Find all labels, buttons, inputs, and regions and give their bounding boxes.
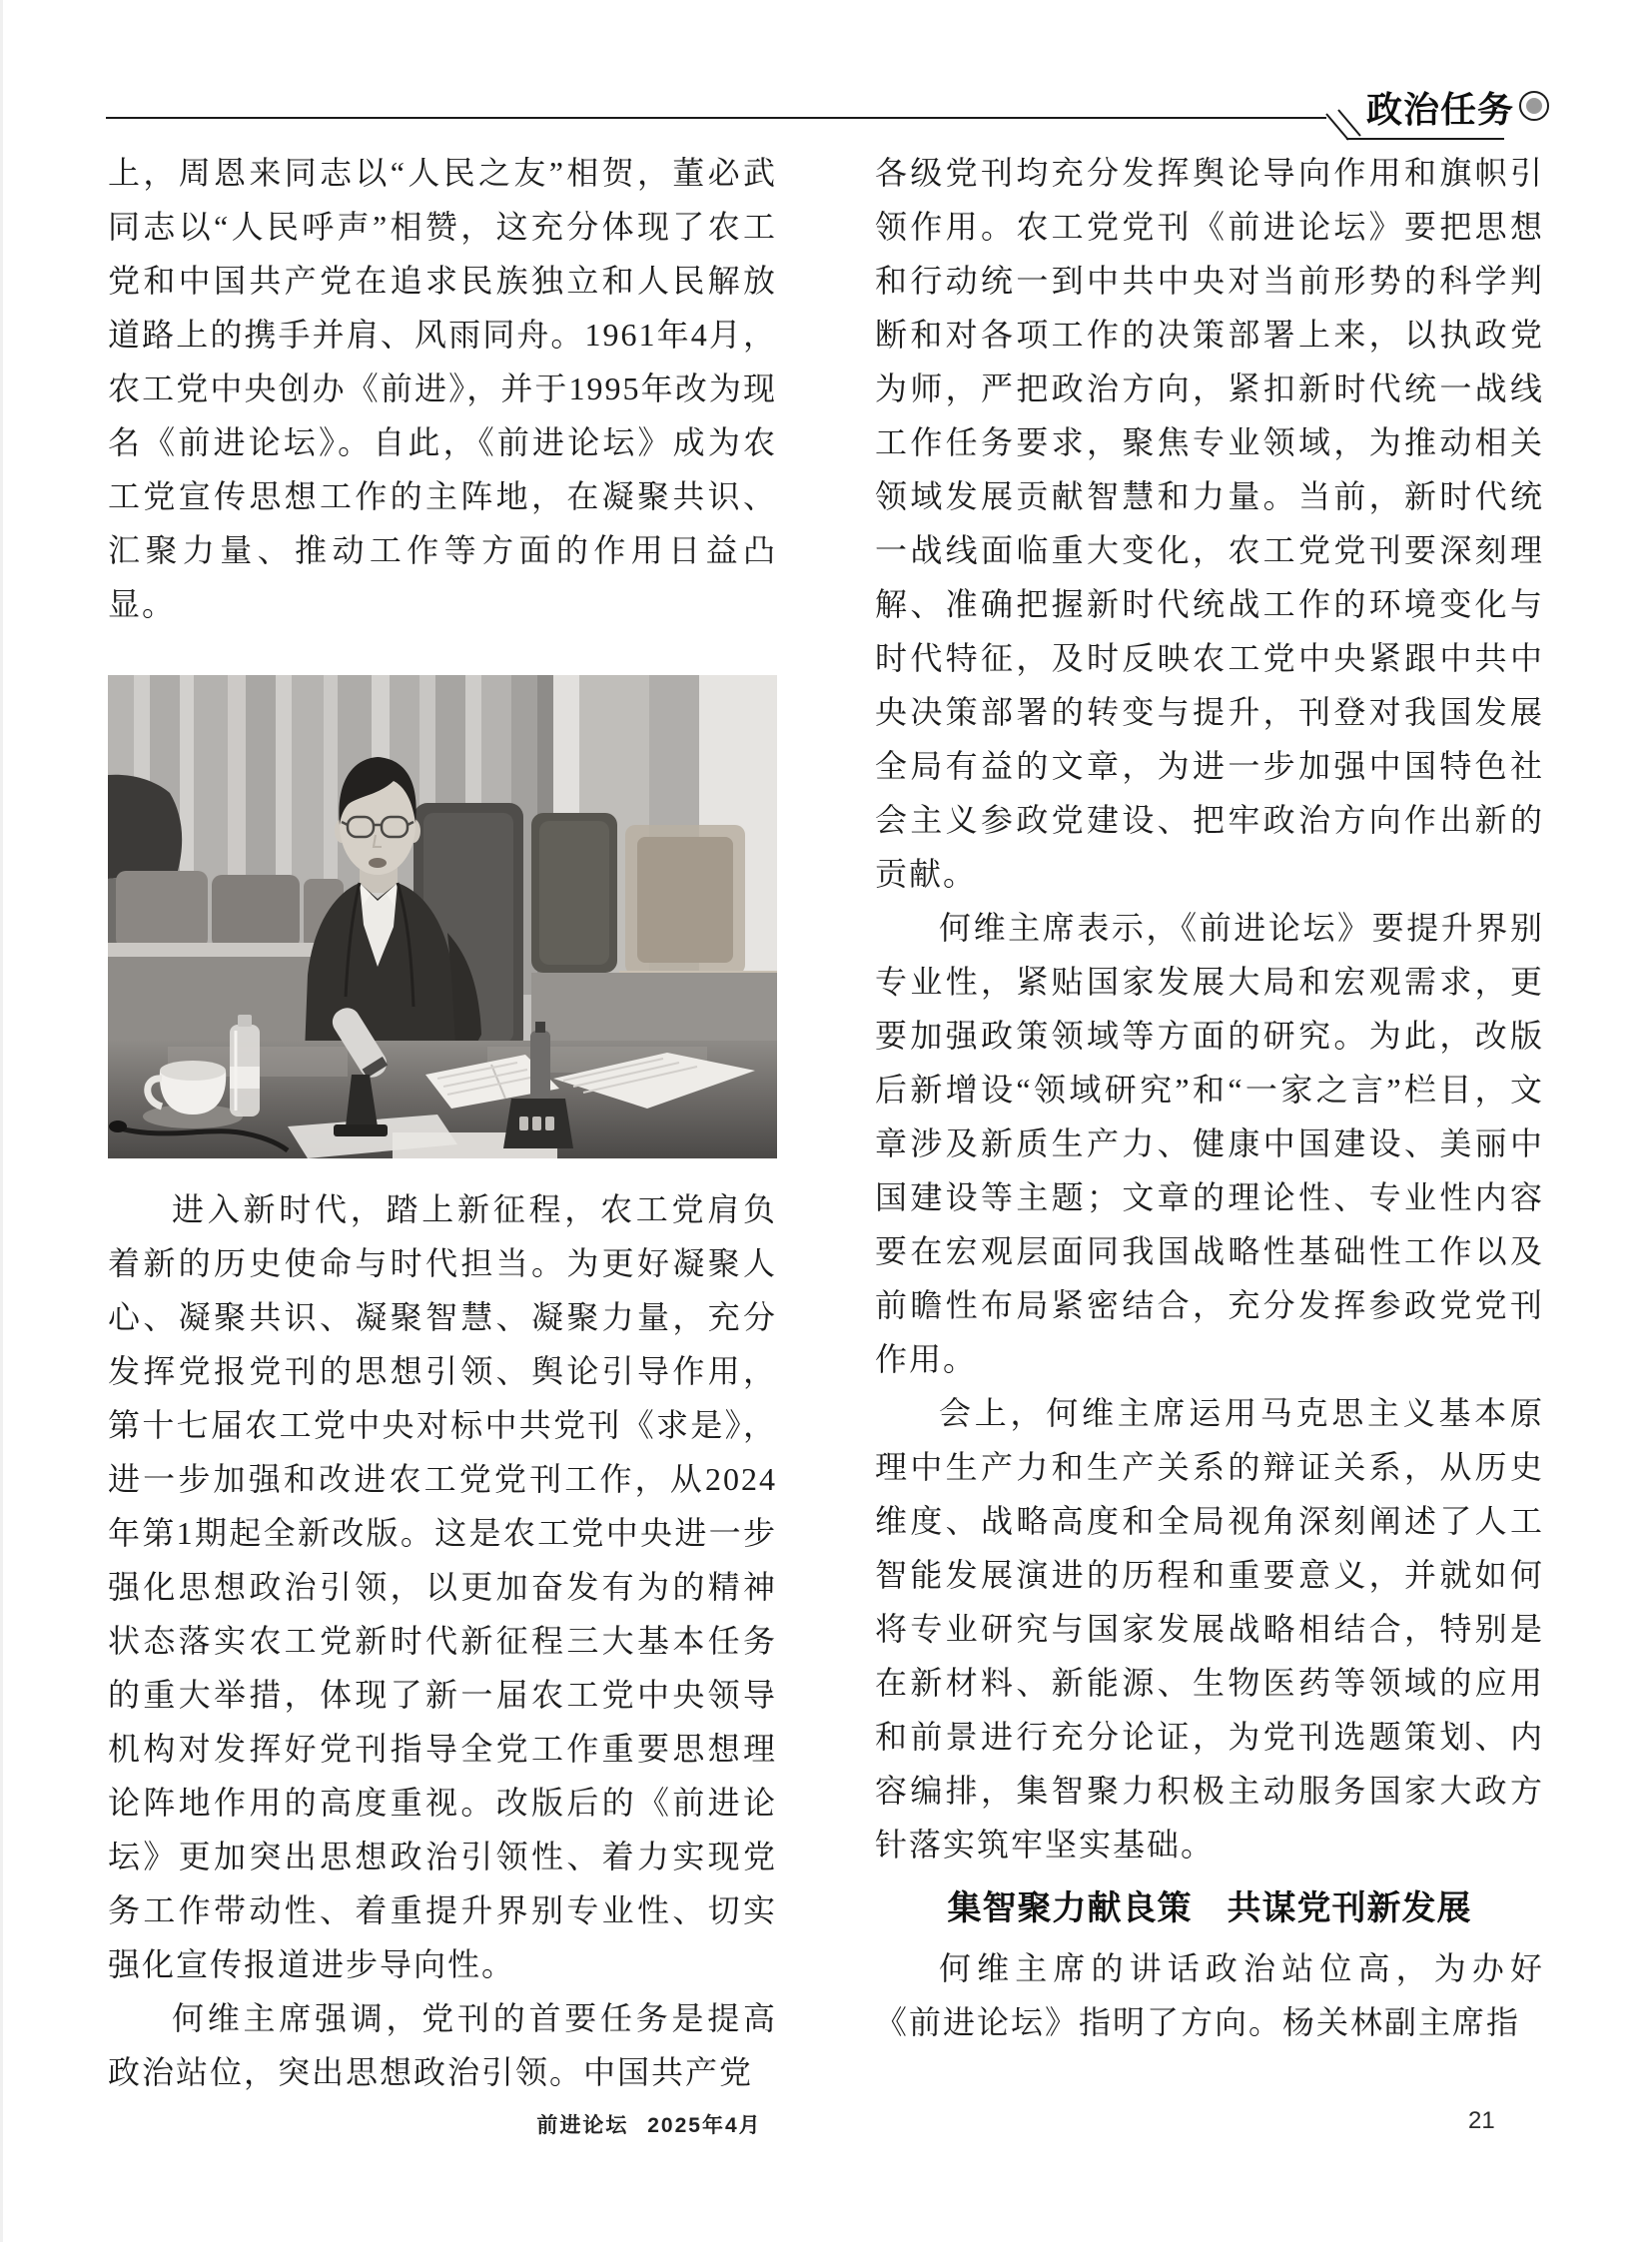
body-paragraph: 何维主席强调，党刊的首要任务是提高政治站位，突出思想政治引领。中国共产党 <box>108 2000 777 2090</box>
bullseye-dot <box>1526 98 1542 114</box>
section-heading: 集智聚力献良策 共谋党刊新发展 <box>947 1889 1472 1927</box>
footer <box>108 2109 1191 2139</box>
footer-journal-name: 前进论坛 <box>536 2114 629 2137</box>
body-paragraph: 会上，何维主席运用马克思主义基本原理中生产力和生产关系的辩证关系，从历史维度、战略高度和全局视角深刻阐述了人工智能发展演进的历程和重要意义，并就如何将专业研究与国家发展战略相结合，特别是在新材料、新能源、生物医药等领域的应用和前景进行充分论证，为党刊选题策划、内容编排，集智聚力积极主动服务国家大政方针落实筑牢坚实基础。 <box>875 1395 1544 1863</box>
section-label: 政治任务 <box>1366 90 1515 130</box>
conference-photo <box>108 675 777 1158</box>
body-paragraph: 何维主席表示，《前进论坛》要提升界别专业性，紧贴国家发展大局和宏观需求，更要加强政策领域等方面的研究。为此，改版后新增设“领域研究”和“一家之言”栏目，文章涉及新质生产力、健康中国建设、美丽中国建设等主题；文章的理论性、专业性内容要在宏观层面同我国战略性基础性工作以及前瞻性布局紧密结合，充分发挥参政党党刊作用。 <box>875 910 1544 1377</box>
left-column-top <box>108 146 777 631</box>
body-paragraph: 上，周恩来同志以“人民之友”相贺，董必武同志以“人民呼声”相赞，这充分体现了农工党和中国共产党在追求民族独立和人民解放道路上的携手并肩、风雨同舟。1961年4月，农工党中央创办《前进》，并于1995年改为现名《前进论坛》。自此，《前进论坛》成为农工党宣传思想工作的主阵地，在凝聚共识、汇聚力量、推动工作等方面的作用日益凸显。 <box>108 155 777 622</box>
left-column-bottom <box>108 1182 777 2099</box>
header-rule-right <box>1346 138 1504 140</box>
body-paragraph: 各级党刊均充分发挥舆论导向作用和旗帜引领作用。农工党党刊《前进论坛》要把思想和行动统一到中共中央对当前形势的科学判断和对各项工作的决策部署上来，以执政党为师，严把政治方向，紧扣新时代统一战线工作任务要求，聚焦专业领域，为推动相关领域发展贡献智慧和力量。当前，新时代统一战线面临重大变化，农工党党刊要深刻理解、准确把握新时代统战工作的环境变化与时代特征，及时反映农工党中央紧跟中共中央决策部署的转变与提升，刊登对我国发展全局有益的文章，为进一步加强中国特色社会主义参政党建设、把牢政治方向作出新的贡献。 <box>875 155 1544 892</box>
photo-right-chairs <box>531 813 777 1043</box>
right-column <box>875 146 1544 2049</box>
page-scan-edge <box>0 0 3 2242</box>
bullseye-icon <box>1519 91 1549 121</box>
page-number: 21 <box>1468 2107 1495 2134</box>
body-paragraph: 进入新时代，踏上新征程，农工党肩负着新的历史使命与时代担当。为更好凝聚人心、凝聚共识、凝聚智慧、凝聚力量，充分发挥党报党刊的思想引领、舆论引导作用，第十七届农工党中央对标中共党刊《求是》，进一步加强和改进农工党党刊工作，从2024年第1期起全新改版。这是农工党中央进一步强化思想政治引领，以更加奋发有为的精神状态落实农工党新时代新征程三大基本任务的重大举措，体现了新一届农工党中央领导机构对发挥好党刊指导全党工作重要思想理论阵地作用的高度重视。改版后的《前进论坛》更加突出思想政治引领性、着力实现党务工作带动性、着重提升界别专业性、切实强化宣传报道进步导向性。 <box>108 1191 777 1982</box>
body-paragraph: 何维主席的讲话政治站位高，为办好《前进论坛》指明了方向。杨关林副主席指 <box>875 1950 1544 2040</box>
footer-issue: 2025年4月 <box>647 2114 762 2137</box>
header-rule-left <box>106 117 1326 119</box>
